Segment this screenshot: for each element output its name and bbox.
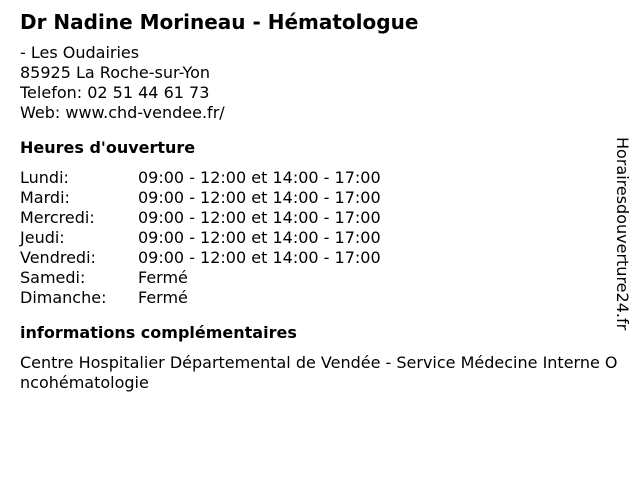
day-label: Jeudi:	[20, 228, 65, 247]
website-link[interactable]: Web: www.chd-vendee.fr/	[20, 103, 225, 122]
phone-number: Telefon: 02 51 44 61 73	[20, 83, 210, 102]
time-value: 09:00 - 12:00 et 14:00 - 17:00	[138, 208, 381, 227]
address-city: 85925 La Roche-sur-Yon	[20, 63, 211, 82]
address-block	[20, 43, 620, 123]
hours-row-jeudi	[20, 228, 620, 248]
address-street: - Les Oudairies	[20, 43, 140, 62]
hours-row-vendredi	[20, 248, 620, 268]
day-label: Mardi:	[20, 188, 70, 207]
hours-row-mercredi	[20, 208, 620, 228]
site-watermark: Horairesdouverture24.fr	[613, 137, 632, 331]
time-value: 09:00 - 12:00 et 14:00 - 17:00	[138, 188, 381, 207]
day-label: Vendredi:	[20, 248, 96, 267]
day-label: Lundi:	[20, 168, 69, 187]
day-label: Samedi:	[20, 268, 86, 287]
info-text: Centre Hospitalier Départemental de Vendée - Service Médecine Interne Oncohématologie	[20, 353, 618, 392]
time-value: 09:00 - 12:00 et 14:00 - 17:00	[138, 248, 381, 267]
time-value: Fermé	[138, 288, 188, 307]
hours-heading: Heures d'ouverture	[20, 138, 196, 157]
time-value: Fermé	[138, 268, 188, 287]
page-title: Dr Nadine Morineau - Hématologue	[20, 10, 419, 34]
hours-row-lundi	[20, 168, 620, 188]
hours-row-samedi	[20, 268, 620, 288]
info-heading: informations complémentaires	[20, 323, 297, 342]
day-label: Mercredi:	[20, 208, 95, 227]
time-value: 09:00 - 12:00 et 14:00 - 17:00	[138, 228, 381, 247]
day-label: Dimanche:	[20, 288, 107, 307]
hours-row-dimanche	[20, 288, 620, 308]
time-value: 09:00 - 12:00 et 14:00 - 17:00	[138, 168, 381, 187]
listing-page	[20, 9, 620, 393]
hours-row-mardi	[20, 188, 620, 208]
hours-table	[20, 168, 620, 308]
